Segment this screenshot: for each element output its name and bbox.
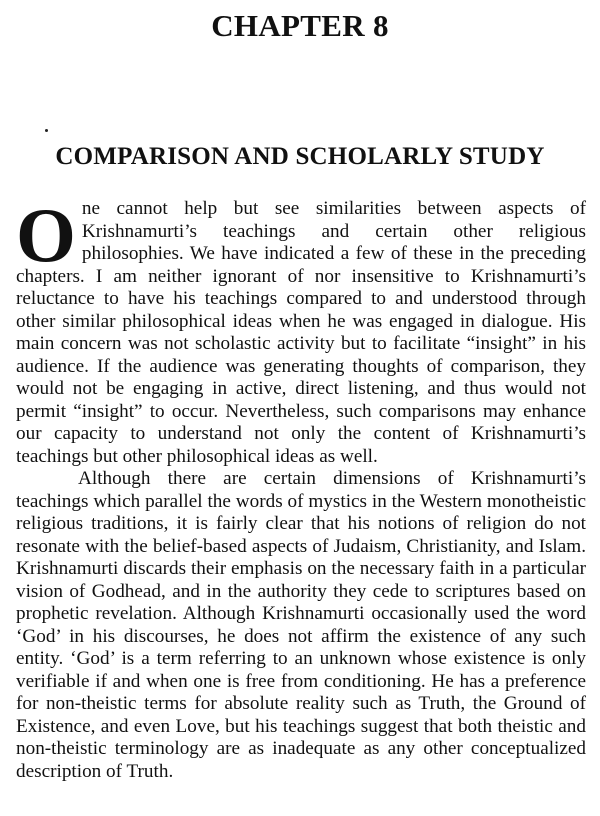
stray-dot-mark [45, 129, 48, 132]
section-title: COMPARISON AND SCHOLARLY STUDY [55, 143, 545, 170]
paragraph-first [16, 192, 586, 468]
drop-cap: O [16, 192, 76, 278]
body-text [16, 192, 586, 783]
chapter-heading: CHAPTER 8 [211, 8, 389, 43]
paragraph-second: Although there are certain dimensions of Krishnamurti’s teachings which parallel the words of mystics in the Western monotheistic religious traditions, it is fairly clear that his notions of religion do not resonate with the belief-based aspects of Judaism, Christianity, and Islam. Krishnamurti discards their emphasis on the necessary faith in a particular vision of Godhead, and in the authority they cede to scriptures based on prophetic revelation. Although Krishnamurti occasionally used the word ‘God’ in his discourses, he does not affirm the existence of any such entity. ‘God’ is a term referring to an unknown whose existence is only verifiable if and when one is free from conditioning. He has a preference for non-theistic terms for absolute reality such as Truth, the Ground of Existence, and even Love, but his teachings suggest that both theistic and non-theistic terminology are as inadequate as any other conceptualized description of Truth. [16, 468, 586, 782]
paragraph-first-text: ne cannot help but see similarities between aspects of Krishnamurti’s teachings and certain other religious philosophies. We have indicated a few of these in the preceding chapters. I am neither ignorant of nor insensitive to Krishnamurti’s reluctance to have his teachings compared to and understood through other similar philosophical ideas when he was engaged in dialogue. His main concern was not scholastic activity but to facilitate “insight” in his audience. If the audience was generating thoughts of comparison, they would not be engaging in active, direct listening, and thus would not permit “insight” to occur. Nevertheless, such comparisons may enhance our capacity to understand not only the content of Krishnamurti’s teachings but other philosophical ideas as well. [16, 198, 586, 467]
